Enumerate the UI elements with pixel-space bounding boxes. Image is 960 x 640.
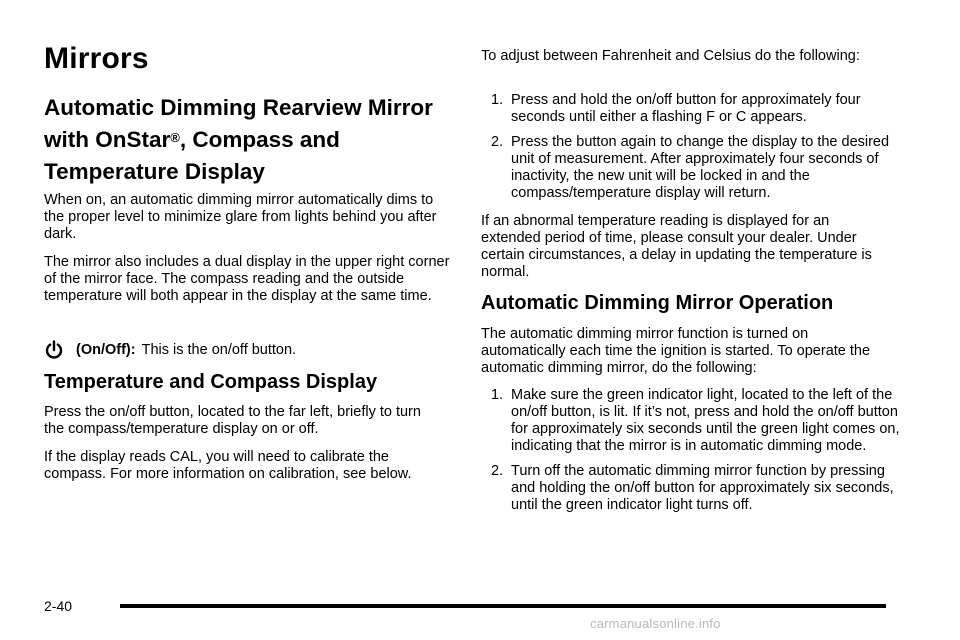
step-text: Turn off the automatic dimming mirror function by pressing and holding the on/off button for approximately six seconds, until the green indicator light turns off. [511,463,894,513]
list-item [481,134,891,202]
step-number: 2. [491,134,504,150]
operation-steps-list [481,387,901,522]
onoff-text: This is the on/off button. [141,342,297,358]
step-number: 2. [491,463,504,479]
paragraph-dimming-intro: When on, an automatic dimming mirror automatically dims to the proper level to minimize glare from lights behind you after dark. [44,192,437,242]
paragraph-calibration: If the display reads CAL, you will need to calibrate the compass. For more information on calibration, see below. [44,449,412,482]
paragraph-abnormal-reading: If an abnormal temperature reading is displayed for an extended period of time, please consult your dealer. Under certain circumstances, a delay in updating the temperature is normal. [481,213,872,280]
onoff-description [44,340,296,360]
section-heading-temp-compass: Temperature and Compass Display [44,371,378,393]
footer-divider [120,604,886,608]
paragraph-operation-intro: The automatic dimming mirror function is turned on automatically each time the ignition is started. To operate the automatic dimming mirror, do the following: [481,326,871,376]
step-text: Press and hold the on/off button for approximately four seconds until either a flashing F or C appears. [511,92,861,125]
page-number: 2-40 [44,598,73,614]
power-icon [44,340,64,360]
step-number: 1. [491,92,504,108]
step-number: 1. [491,387,504,403]
registered-mark: ® [170,130,180,145]
list-item [481,92,891,126]
paragraph-dual-display: The mirror also includes a dual display in the upper right corner of the mirror face. The compass reading and the outside temperature will both appear in the display at the same time. [44,254,450,304]
paragraph-units-intro: To adjust between Fahrenheit and Celsius do the following: [481,48,860,64]
onoff-label: (On/Off): [76,342,136,358]
list-item [481,463,901,514]
step-text: Press the button again to change the display to the desired unit of measurement. After approximately four seconds of inactivity, the new unit will be locked in and the compass/temperature display will return. [511,134,890,201]
section-heading-mirror-operation: Automatic Dimming Mirror Operation [481,292,834,314]
page-title: Mirrors [44,42,149,75]
section-heading-rearview-mirror [44,92,464,188]
step-text: Make sure the green indicator light, located to the left of the on/off button, is lit. If it’s not, press and hold the on/off button for approximately six seconds until the green light comes on, indicating that the mirror is in automatic dimming mode. [511,387,900,454]
watermark: carmanualsonline.info [590,616,721,631]
heading-text-part2: , Compass and Temperature Display [44,127,340,184]
list-item [481,387,901,455]
paragraph-toggle-display: Press the on/off button, located to the far left, briefly to turn the compass/temperature display on or off. [44,404,421,437]
units-steps-list [481,92,891,210]
heading-text-part1: Automatic Dimming Rearview Mirror with OnStar [44,95,433,152]
